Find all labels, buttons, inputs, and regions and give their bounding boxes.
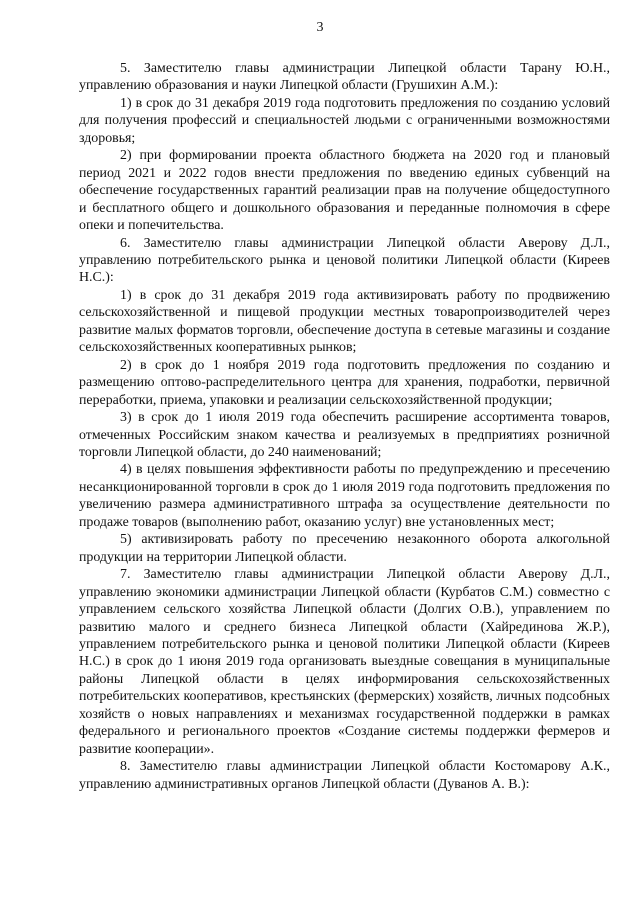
paragraph-6-1: 1) в срок до 31 декабря 2019 года активизировать работу по продвижению сельскохозяйственной и пищевой продукции местных товаропроизводителей через развитие малых форматов торговли, обеспечение доступа в сетевые магазины и создание сельскохозяйственных кооперативных рынков; — [79, 287, 610, 356]
paragraph-7: 7. Заместителю главы администрации Липецкой области Аверову Д.Л., управлению экономики администрации Липецкой области (Курбатов С.М.) совместно с управлением сельского хозяйства Липецкой области (Долгих О.В.), управлением по развитию малого и среднего бизнеса Липецкой области (Хайрединова Ж.Р.), управлением потребительского рынка и ценовой политики Липецкой области (Киреев Н.С.) в срок до 1 июня 2019 года организовать выездные совещания в муниципальные районы Липецкой области в целях информирования сельскохозяйственных потребительских кооперативов, крестьянских (фермерских) хозяйств, личных подсобных хозяйств о новых направлениях и механизмах государственной поддержки в рамках федерального и регионального проектов «Создание системы поддержки фермеров и развитие кооперации». — [79, 567, 610, 757]
paragraph-6-2: 2) в срок до 1 ноября 2019 года подготовить предложения по созданию и размещению оптово-распределительного центра для хранения, подработки, первичной переработки, приема, упаковки и реализации сельскохозяйственной продукции; — [79, 357, 610, 408]
page-number: 3 — [316, 20, 324, 35]
paragraph-6-3: 3) в срок до 1 июля 2019 года обеспечить расширение ассортимента товаров, отмеченных Российским знаком качества и реализуемых в предприятиях розничной торговли Липецкой области, до 240 наименований; — [79, 410, 610, 460]
paragraph-6: 6. Заместителю главы администрации Липецкой области Аверову Д.Л., управлению потребительского рынка и ценовой политики Липецкой области (Киреев Н.С.): — [79, 235, 610, 286]
paragraph-6-5: 5) активизировать работу по пресечению незаконного оборота алкогольной продукции на территории Липецкой области. — [79, 532, 610, 565]
paragraph-5-1: 1) в срок до 31 декабря 2019 года подготовить предложения по созданию условий для получения профессий и специальностей людьми с ограниченными возможностями здоровья; — [79, 95, 610, 146]
paragraph-6-4: 4) в целях повышения эффективности работы по предупреждению и пресечению несанкционированной торговли в срок до 1 июля 2019 года подготовить предложения по увеличению размера административного штрафа за осуществление деятельности по продаже товаров (выполнению работ, оказанию услуг) вне установленных мест; — [79, 462, 610, 530]
paragraph-8: 8. Заместителю главы администрации Липецкой области Костомарову А.К., управлению административных органов Липецкой области (Дуванов А. В.): — [79, 759, 610, 792]
paragraph-5-2: 2) при формировании проекта областного бюджета на 2020 год и плановый период 2021 и 2022 годов внести предложения по введению единых субвенций на обеспечение государственных гарантий реализации прав на получение общедоступного и бесплатного общего и дошкольного образования и переданные полномочия в сфере опеки и попечительства. — [79, 148, 610, 234]
document-body — [79, 60, 610, 793]
paragraph-5: 5. Заместителю главы администрации Липецкой области Тарану Ю.Н., управлению образования и науки Липецкой области (Грушихин А.М.): — [79, 61, 610, 94]
